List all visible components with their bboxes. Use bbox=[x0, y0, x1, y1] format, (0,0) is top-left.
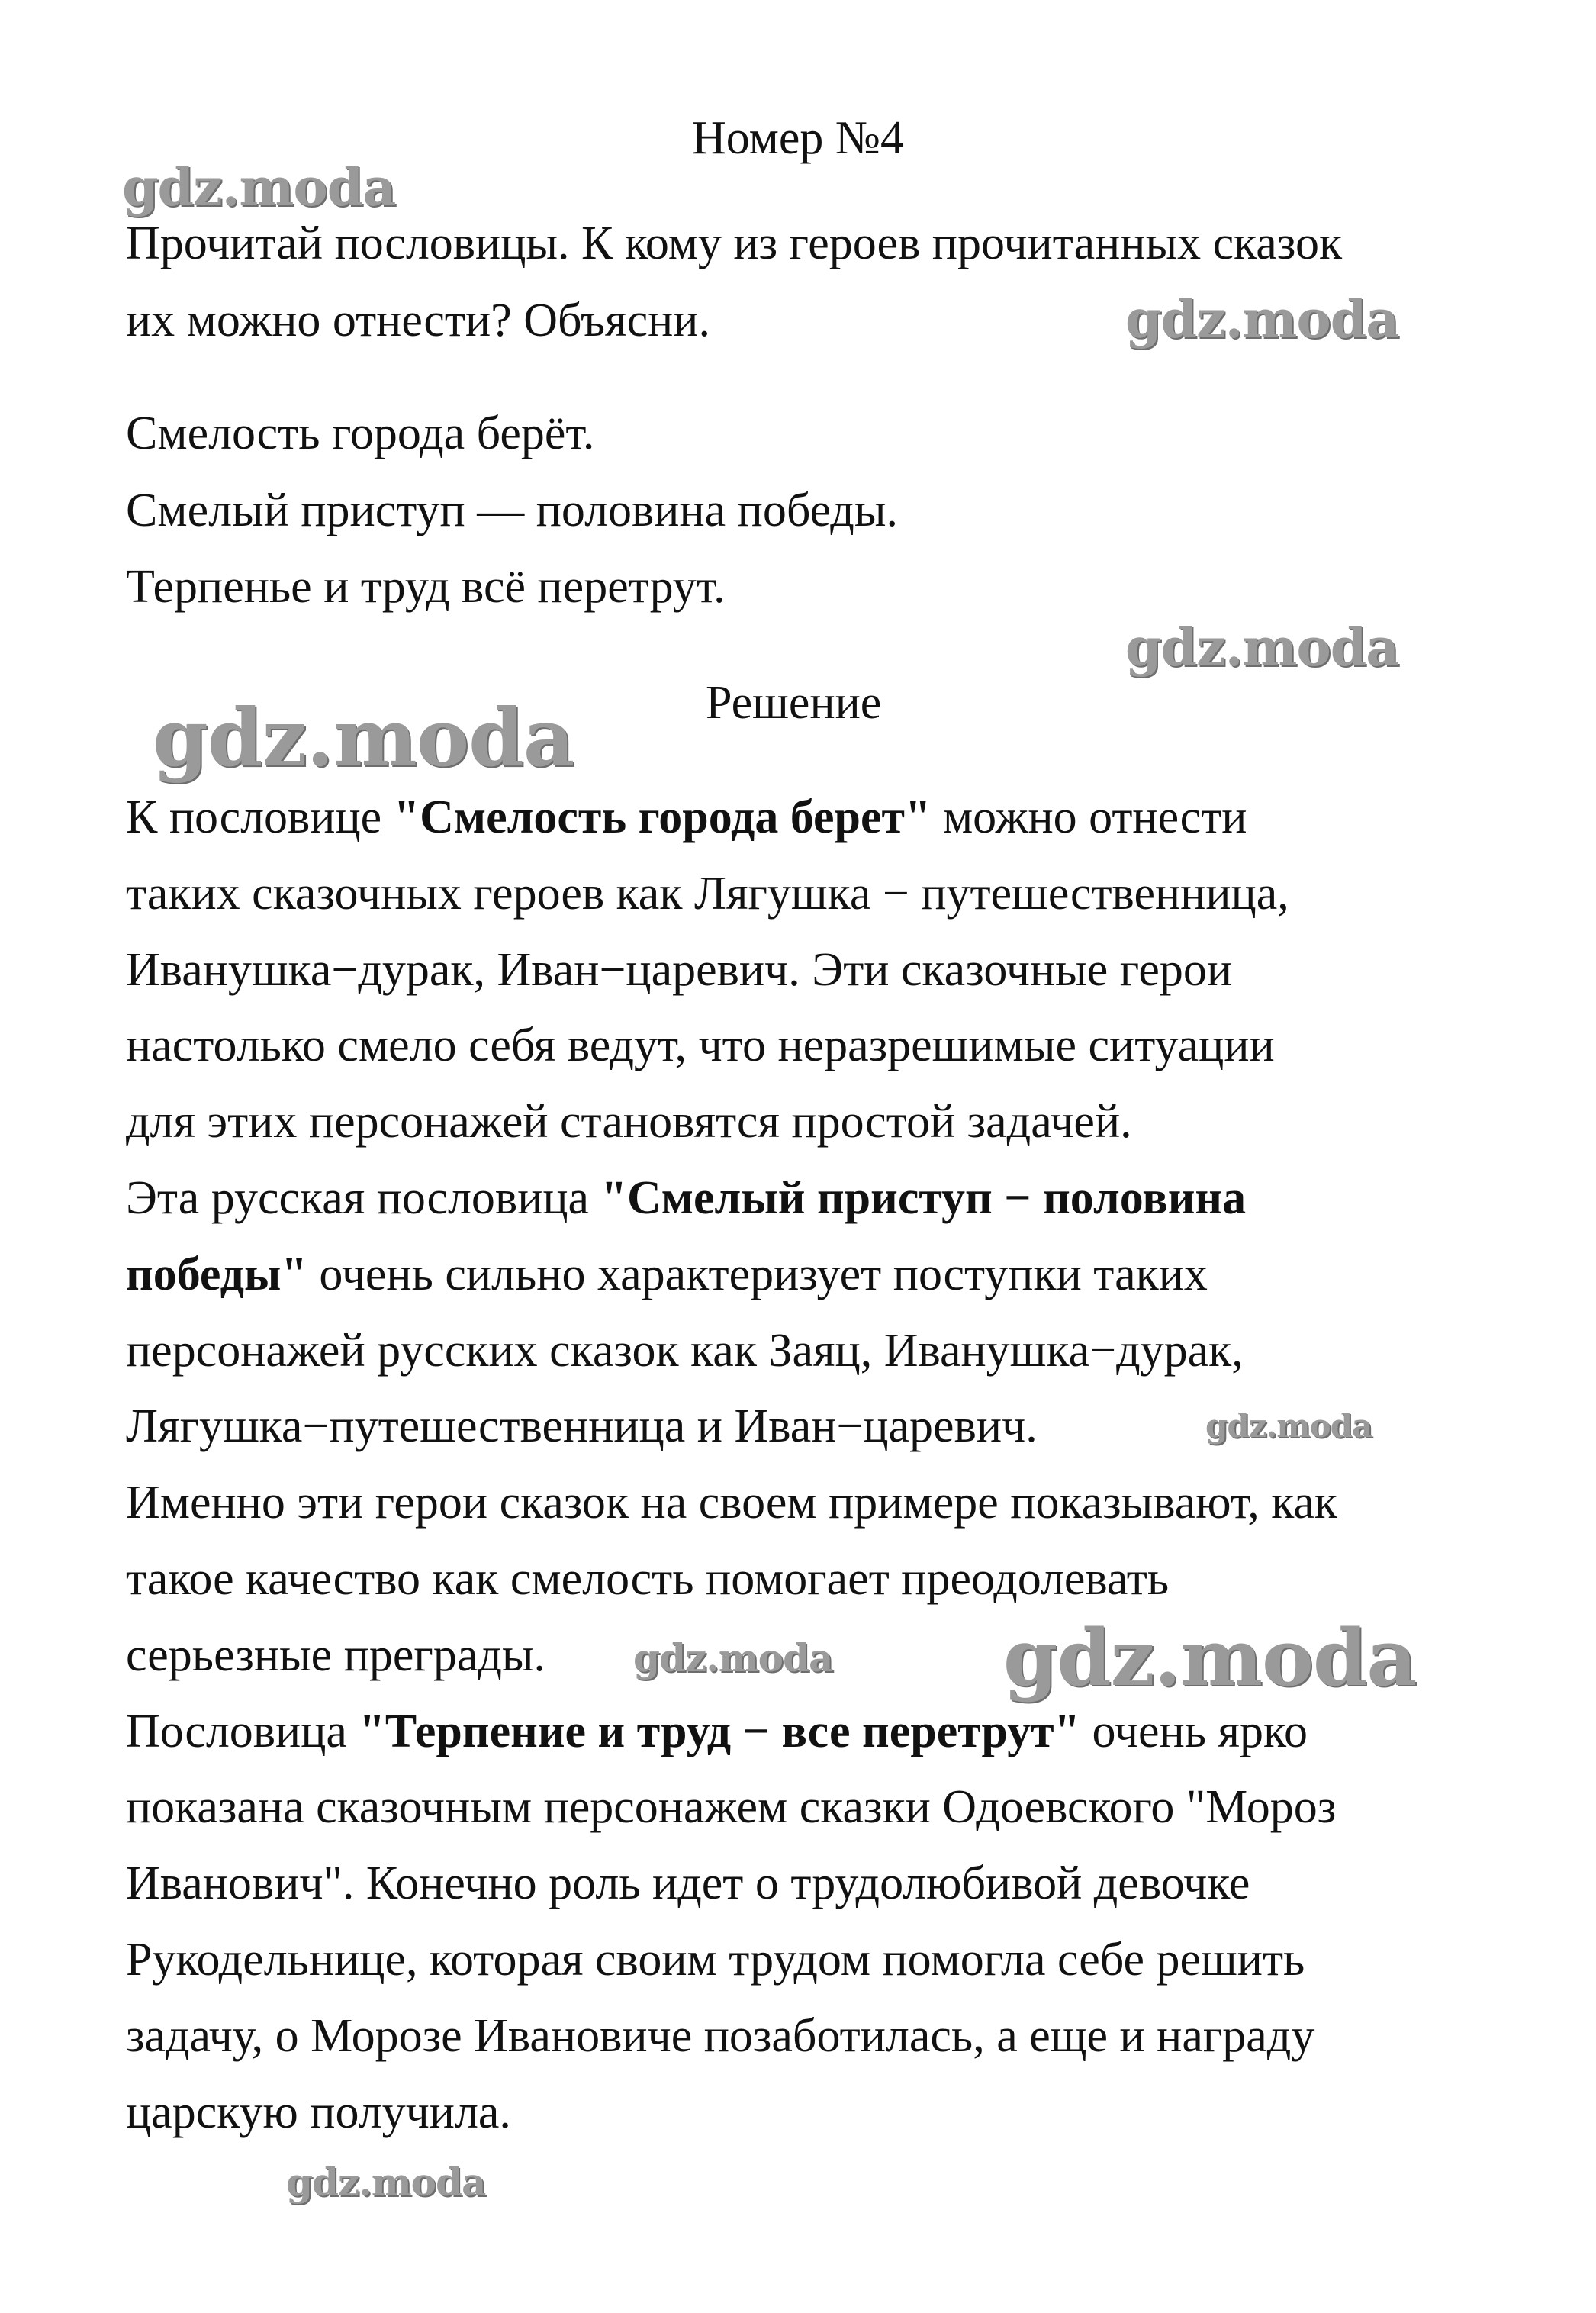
text-segment: для этих персонажей становятся простой задачей. bbox=[126, 1096, 1132, 1148]
text-segment: можно отнести bbox=[931, 791, 1247, 843]
watermark: gdz.moda bbox=[153, 691, 574, 784]
solution-line bbox=[126, 1324, 1244, 1377]
solution-line bbox=[126, 791, 1247, 843]
solution-line bbox=[126, 2086, 511, 2138]
solution-line bbox=[126, 1555, 1169, 1603]
page-title: Номер №4 bbox=[691, 112, 904, 164]
proverb: Смелый приступ — половина победы. bbox=[126, 485, 898, 536]
solution-line bbox=[126, 1628, 546, 1681]
text-segment: задачу, о Морозе Ивановиче позаботилась, а еще и награду bbox=[126, 2009, 1315, 2062]
text-segment: Эта русская пословица bbox=[126, 1172, 601, 1224]
solution-line bbox=[126, 1020, 1275, 1072]
text-segment: царскую получила. bbox=[126, 2086, 511, 2138]
text-segment: очень ярко bbox=[1080, 1705, 1308, 1757]
question-line: Прочитай пословицы. К кому из героев прочитанных сказок bbox=[126, 217, 1343, 269]
text-segment: такое качество как смелость помогает преодолевать bbox=[126, 1553, 1170, 1605]
solution-line bbox=[126, 1477, 1338, 1529]
solution-line bbox=[126, 867, 1289, 920]
watermark: gdz.moda bbox=[1003, 1612, 1417, 1704]
text-segment: настолько смело себя ведут, что неразрешимые ситуации bbox=[126, 1020, 1275, 1072]
text-segment: К пословице bbox=[126, 791, 394, 843]
text-segment: таких сказочных героев как Лягушка − путешественница, bbox=[126, 867, 1289, 920]
text-segment: персонажей русских сказок как Заяц, Иванушка−дурак, bbox=[126, 1324, 1244, 1377]
solution-line bbox=[126, 1705, 1308, 1757]
quoted-proverb: "Смелый приступ − половина bbox=[600, 1172, 1247, 1224]
solution-line bbox=[126, 1096, 1132, 1148]
text-segment: показана сказочным персонажем сказки Одоевского "Мороз bbox=[126, 1781, 1337, 1834]
quoted-proverb: "Терпение и труд − все перетрут" bbox=[359, 1705, 1080, 1757]
solution-line bbox=[126, 1400, 1038, 1453]
solution-line bbox=[126, 2009, 1315, 2062]
proverb: Терпенье и труд всё перетрут. bbox=[126, 561, 726, 613]
text-segment: Иванович". Конечно роль идет о трудолюбивой девочке bbox=[126, 1857, 1250, 1910]
solution-line bbox=[126, 1174, 1246, 1222]
solution-line bbox=[126, 1857, 1250, 1910]
text-segment: серьезные преграды. bbox=[126, 1628, 546, 1681]
quoted-proverb: "Смелость города берет" bbox=[393, 791, 932, 843]
proverb: Смелость города берёт. bbox=[126, 408, 595, 459]
watermark: gdz.moda bbox=[633, 1635, 833, 1680]
solution-line bbox=[126, 1781, 1337, 1834]
quoted-proverb: победы" bbox=[126, 1248, 307, 1300]
text-segment: Рукодельнице, которая своим трудом помогла себе решить bbox=[126, 1934, 1305, 1986]
text-segment: Пословица bbox=[126, 1705, 359, 1757]
watermark: gdz.moda bbox=[1205, 1407, 1372, 1445]
text-segment: Лягушка−путешественница и Иван−царевич. bbox=[126, 1400, 1038, 1453]
question-line: их можно отнести? Объясни. bbox=[126, 295, 710, 346]
text-segment: очень сильно характеризует поступки таких bbox=[307, 1248, 1208, 1300]
solution-line bbox=[126, 1248, 1208, 1300]
solution-line bbox=[126, 943, 1233, 996]
watermark: gdz.moda bbox=[286, 2160, 486, 2205]
text-segment: Иванушка−дурак, Иван−царевич. Эти сказочные герои bbox=[126, 943, 1233, 996]
text-segment: Именно эти герои сказок на своем примере показывают, как bbox=[126, 1477, 1338, 1529]
watermark: gdz.moda bbox=[1125, 617, 1399, 678]
solution-line bbox=[126, 1934, 1305, 1986]
watermark: gdz.moda bbox=[1125, 289, 1399, 350]
solution-heading: Решение bbox=[706, 677, 882, 729]
watermark: gdz.moda bbox=[122, 157, 396, 218]
